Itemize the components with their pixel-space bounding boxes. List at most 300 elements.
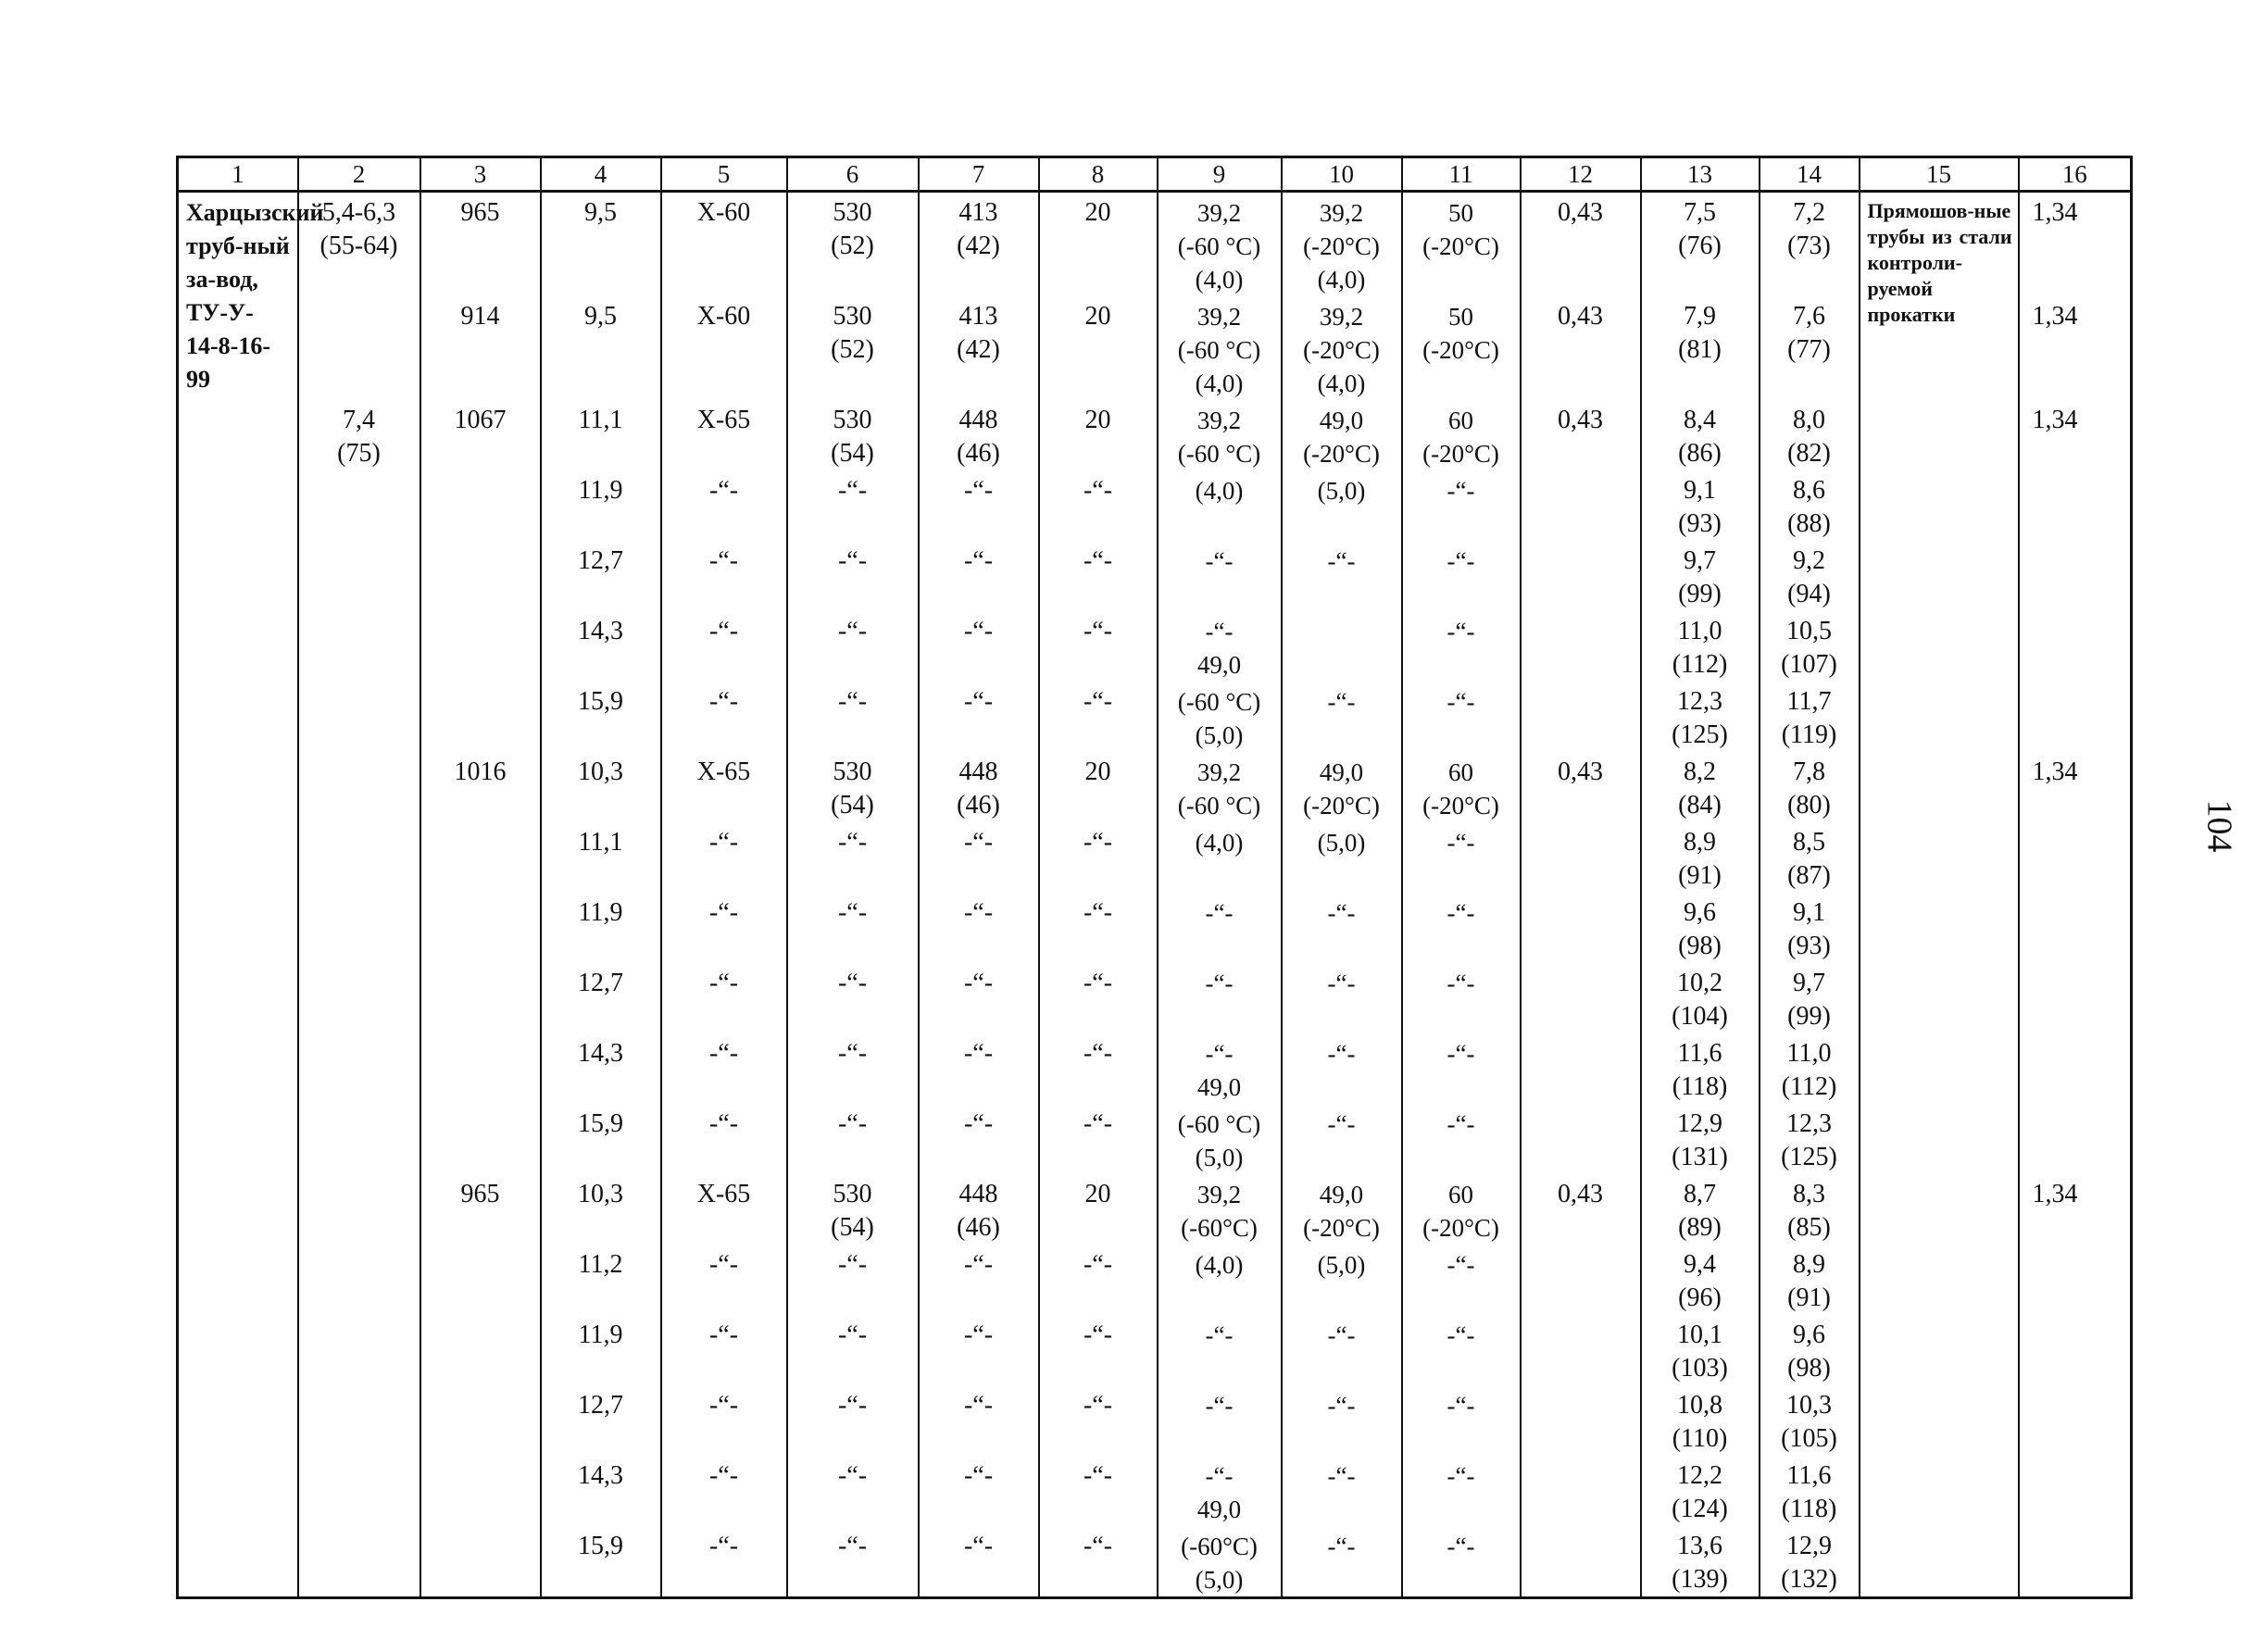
- cell-c9: (-60 °C) (5,0): [1158, 682, 1282, 752]
- cell-c16: 1,34: [2019, 752, 2132, 822]
- cell-c10: -“-: [1282, 893, 1402, 963]
- cell-c12: [1521, 1033, 1641, 1104]
- cell-c7: 448 (46): [919, 400, 1039, 470]
- cell-c3: [420, 1033, 541, 1104]
- cell-c14: 8,3 (85): [1760, 1174, 1860, 1245]
- cell-c2: [298, 1104, 420, 1174]
- cell-c3: 965: [420, 192, 541, 297]
- cell-c13: 11,6 (118): [1641, 1033, 1760, 1104]
- cell-c12: [1521, 470, 1641, 541]
- column-header-14: 14: [1760, 157, 1860, 192]
- cell-c10: -“-: [1282, 1104, 1402, 1174]
- table-row: [178, 682, 2132, 752]
- cell-c14: 9,1 (93): [1760, 893, 1860, 963]
- cell-c5: -“-: [661, 963, 787, 1033]
- cell-c14: 11,0 (112): [1760, 1033, 1860, 1104]
- cell-c4: 10,3: [541, 1174, 661, 1245]
- cell-c14: 11,7 (119): [1760, 682, 1860, 752]
- column-header-11: 11: [1402, 157, 1521, 192]
- cell-c16: 1,34: [2019, 1174, 2132, 1245]
- cell-c12: [1521, 822, 1641, 893]
- cell-c11: -“-: [1402, 1033, 1521, 1104]
- cell-c5: Х-65: [661, 400, 787, 470]
- cell-c16: [2019, 470, 2132, 541]
- header-row: [178, 157, 2132, 192]
- cell-c16: [2019, 541, 2132, 611]
- cell-c11: -“-: [1402, 541, 1521, 611]
- cell-c11: 60 (-20°C): [1402, 752, 1521, 822]
- column-header-10: 10: [1282, 157, 1402, 192]
- cell-c6: -“-: [787, 963, 919, 1033]
- cell-c12: [1521, 1526, 1641, 1598]
- note-cell: Прямошов-ные трубы из стали контроли-руемой прокатки: [1860, 192, 2019, 1598]
- column-header-2: 2: [298, 157, 420, 192]
- cell-c7: 448 (46): [919, 752, 1039, 822]
- cell-c4: 12,7: [541, 1385, 661, 1456]
- table-row: [178, 1033, 2132, 1104]
- cell-c14: 8,6 (88): [1760, 470, 1860, 541]
- cell-c16: [2019, 682, 2132, 752]
- cell-c8: 20: [1039, 192, 1158, 297]
- cell-c10: -“-: [1282, 682, 1402, 752]
- cell-c13: 10,1 (103): [1641, 1315, 1760, 1385]
- cell-c9: (4,0): [1158, 1245, 1282, 1315]
- cell-c5: -“-: [661, 822, 787, 893]
- cell-c8: 20: [1039, 296, 1158, 400]
- cell-c9: (4,0): [1158, 822, 1282, 893]
- cell-c3: [420, 1526, 541, 1598]
- cell-c2: [298, 1315, 420, 1385]
- cell-c3: [420, 893, 541, 963]
- cell-c9: -“-: [1158, 963, 1282, 1033]
- cell-c14: 8,9 (91): [1760, 1245, 1860, 1315]
- cell-c2: [298, 296, 420, 400]
- column-header-13: 13: [1641, 157, 1760, 192]
- cell-c11: -“-: [1402, 822, 1521, 893]
- cell-c5: Х-60: [661, 192, 787, 297]
- cell-c9: -“-: [1158, 541, 1282, 611]
- cell-c6: -“-: [787, 1033, 919, 1104]
- cell-c10: (5,0): [1282, 822, 1402, 893]
- cell-c12: [1521, 893, 1641, 963]
- cell-c8: -“-: [1039, 822, 1158, 893]
- cell-c3: [420, 1245, 541, 1315]
- cell-c2: [298, 1245, 420, 1315]
- cell-c13: 8,2 (84): [1641, 752, 1760, 822]
- cell-c8: -“-: [1039, 893, 1158, 963]
- cell-c4: 11,9: [541, 893, 661, 963]
- cell-c8: -“-: [1039, 611, 1158, 682]
- cell-c9: (-60 °C) (5,0): [1158, 1104, 1282, 1174]
- cell-c16: 1,34: [2019, 400, 2132, 470]
- cell-c6: -“-: [787, 611, 919, 682]
- cell-c7: -“-: [919, 1315, 1039, 1385]
- cell-c13: 7,5 (76): [1641, 192, 1760, 297]
- cell-c12: [1521, 1385, 1641, 1456]
- cell-c2: [298, 1456, 420, 1526]
- cell-c14: 11,6 (118): [1760, 1456, 1860, 1526]
- cell-c10: -“-: [1282, 1526, 1402, 1598]
- cell-c5: Х-65: [661, 1174, 787, 1245]
- cell-c11: -“-: [1402, 1315, 1521, 1385]
- cell-c4: 9,5: [541, 192, 661, 297]
- column-header-4: 4: [541, 157, 661, 192]
- cell-c2: [298, 611, 420, 682]
- cell-c4: 11,9: [541, 470, 661, 541]
- cell-c16: [2019, 893, 2132, 963]
- cell-c2: [298, 893, 420, 963]
- table-body: [178, 192, 2132, 1598]
- cell-c13: 11,0 (112): [1641, 611, 1760, 682]
- cell-c12: 0,43: [1521, 296, 1641, 400]
- table-row: [178, 1245, 2132, 1315]
- cell-c10: -“-: [1282, 541, 1402, 611]
- cell-c5: -“-: [661, 1245, 787, 1315]
- cell-c10: 39,2 (-20°C) (4,0): [1282, 296, 1402, 400]
- column-header-5: 5: [661, 157, 787, 192]
- cell-c10: 49,0 (-20°C): [1282, 752, 1402, 822]
- cell-c8: -“-: [1039, 470, 1158, 541]
- cell-c4: 10,3: [541, 752, 661, 822]
- cell-c7: -“-: [919, 963, 1039, 1033]
- cell-c9: -“-: [1158, 1315, 1282, 1385]
- cell-c5: -“-: [661, 1526, 787, 1598]
- cell-c8: 20: [1039, 752, 1158, 822]
- cell-c4: 15,9: [541, 1104, 661, 1174]
- cell-c16: 1,34: [2019, 296, 2132, 400]
- table-row: [178, 1526, 2132, 1598]
- cell-c14: 8,5 (87): [1760, 822, 1860, 893]
- cell-c16: [2019, 1385, 2132, 1456]
- cell-c12: 0,43: [1521, 192, 1641, 297]
- page-number: 104: [2199, 799, 2239, 853]
- cell-c7: 413 (42): [919, 192, 1039, 297]
- cell-c11: -“-: [1402, 470, 1521, 541]
- cell-c6: 530 (52): [787, 296, 919, 400]
- cell-c4: 15,9: [541, 1526, 661, 1598]
- cell-c14: 9,2 (94): [1760, 541, 1860, 611]
- cell-c8: 20: [1039, 400, 1158, 470]
- cell-c5: Х-60: [661, 296, 787, 400]
- cell-c5: -“-: [661, 1033, 787, 1104]
- pipe-specifications-table: [176, 156, 2133, 1599]
- cell-c11: -“-: [1402, 893, 1521, 963]
- cell-c7: -“-: [919, 822, 1039, 893]
- cell-c12: [1521, 541, 1641, 611]
- cell-c13: 10,2 (104): [1641, 963, 1760, 1033]
- cell-c13: 8,7 (89): [1641, 1174, 1760, 1245]
- cell-c6: -“-: [787, 893, 919, 963]
- cell-c2: [298, 470, 420, 541]
- cell-c2: [298, 752, 420, 822]
- cell-c6: 530 (54): [787, 752, 919, 822]
- cell-c11: -“-: [1402, 1456, 1521, 1526]
- cell-c12: 0,43: [1521, 400, 1641, 470]
- cell-c6: -“-: [787, 541, 919, 611]
- cell-c3: 965: [420, 1174, 541, 1245]
- cell-c3: 1016: [420, 752, 541, 822]
- cell-c11: -“-: [1402, 1526, 1521, 1598]
- cell-c9: 39,2 (-60 °C) (4,0): [1158, 296, 1282, 400]
- table-row: [178, 963, 2132, 1033]
- cell-c7: 448 (46): [919, 1174, 1039, 1245]
- cell-c12: 0,43: [1521, 752, 1641, 822]
- cell-c7: -“-: [919, 1104, 1039, 1174]
- cell-c7: 413 (42): [919, 296, 1039, 400]
- cell-c8: -“-: [1039, 541, 1158, 611]
- table-row: [178, 611, 2132, 682]
- cell-c12: [1521, 1315, 1641, 1385]
- cell-c5: -“-: [661, 470, 787, 541]
- column-header-6: 6: [787, 157, 919, 192]
- cell-c16: [2019, 611, 2132, 682]
- cell-c5: -“-: [661, 1104, 787, 1174]
- cell-c16: 1,34: [2019, 192, 2132, 297]
- cell-c9: (-60°C) (5,0): [1158, 1526, 1282, 1598]
- cell-c8: -“-: [1039, 963, 1158, 1033]
- cell-c14: 7,2 (73): [1760, 192, 1860, 297]
- cell-c5: -“-: [661, 682, 787, 752]
- cell-c3: [420, 611, 541, 682]
- cell-c6: -“-: [787, 1245, 919, 1315]
- column-header-16: 16: [2019, 157, 2132, 192]
- cell-c7: -“-: [919, 1526, 1039, 1598]
- cell-c14: 9,6 (98): [1760, 1315, 1860, 1385]
- cell-c6: -“-: [787, 682, 919, 752]
- cell-c5: -“-: [661, 1315, 787, 1385]
- column-header-9: 9: [1158, 157, 1282, 192]
- cell-c9: -“-: [1158, 1385, 1282, 1456]
- cell-c9: (4,0): [1158, 470, 1282, 541]
- cell-c2: [298, 541, 420, 611]
- column-header-1: 1: [178, 157, 298, 192]
- table-row: [178, 296, 2132, 400]
- cell-c12: [1521, 1456, 1641, 1526]
- cell-c2: [298, 822, 420, 893]
- cell-c9: 39,2 (-60 °C) (4,0): [1158, 192, 1282, 297]
- cell-c8: -“-: [1039, 1033, 1158, 1104]
- cell-c7: -“-: [919, 1033, 1039, 1104]
- cell-c10: 49,0 (-20°C): [1282, 1174, 1402, 1245]
- cell-c9: -“-: [1158, 893, 1282, 963]
- cell-c7: -“-: [919, 682, 1039, 752]
- cell-c13: 7,9 (81): [1641, 296, 1760, 400]
- cell-c14: 10,5 (107): [1760, 611, 1860, 682]
- cell-c9: 39,2 (-60 °C): [1158, 752, 1282, 822]
- cell-c16: [2019, 1526, 2132, 1598]
- cell-c6: 530 (52): [787, 192, 919, 297]
- cell-c2: 5,4-6,3 (55-64): [298, 192, 420, 297]
- cell-c16: [2019, 1245, 2132, 1315]
- cell-c8: -“-: [1039, 1385, 1158, 1456]
- table-row: [178, 822, 2132, 893]
- cell-c14: 10,3 (105): [1760, 1385, 1860, 1456]
- cell-c14: 7,6 (77): [1760, 296, 1860, 400]
- cell-c10: -“-: [1282, 1456, 1402, 1526]
- cell-c10: -“-: [1282, 1315, 1402, 1385]
- cell-c11: 50 (-20°C): [1402, 296, 1521, 400]
- column-header-7: 7: [919, 157, 1039, 192]
- cell-c12: [1521, 682, 1641, 752]
- cell-c7: -“-: [919, 541, 1039, 611]
- table-row: [178, 400, 2132, 470]
- table-row: [178, 1104, 2132, 1174]
- cell-c7: -“-: [919, 611, 1039, 682]
- cell-c10: (5,0): [1282, 470, 1402, 541]
- cell-c13: 10,8 (110): [1641, 1385, 1760, 1456]
- column-header-3: 3: [420, 157, 541, 192]
- cell-c2: [298, 1385, 420, 1456]
- cell-c11: 50 (-20°C): [1402, 192, 1521, 297]
- cell-c4: 14,3: [541, 611, 661, 682]
- cell-c2: [298, 1033, 420, 1104]
- table-row: [178, 470, 2132, 541]
- table-row: [178, 1315, 2132, 1385]
- cell-c6: -“-: [787, 1385, 919, 1456]
- table-row: [178, 192, 2132, 297]
- cell-c12: [1521, 963, 1641, 1033]
- cell-c10: (5,0): [1282, 1245, 1402, 1315]
- cell-c11: 60 (-20°C): [1402, 400, 1521, 470]
- cell-c9: -“- 49,0: [1158, 1456, 1282, 1526]
- cell-c6: -“-: [787, 1315, 919, 1385]
- cell-c13: 8,9 (91): [1641, 822, 1760, 893]
- cell-c3: [420, 963, 541, 1033]
- cell-c12: [1521, 1104, 1641, 1174]
- cell-c7: -“-: [919, 1385, 1039, 1456]
- cell-c9: -“- 49,0: [1158, 1033, 1282, 1104]
- cell-c5: -“-: [661, 1385, 787, 1456]
- cell-c10: -“-: [1282, 963, 1402, 1033]
- cell-c3: [420, 1385, 541, 1456]
- cell-c13: 12,9 (131): [1641, 1104, 1760, 1174]
- cell-c13: 9,1 (93): [1641, 470, 1760, 541]
- cell-c6: 530 (54): [787, 1174, 919, 1245]
- cell-c7: -“-: [919, 1245, 1039, 1315]
- cell-c4: 11,2: [541, 1245, 661, 1315]
- cell-c14: 7,8 (80): [1760, 752, 1860, 822]
- cell-c4: 12,7: [541, 541, 661, 611]
- cell-c9: 39,2 (-60°C): [1158, 1174, 1282, 1245]
- cell-c5: -“-: [661, 893, 787, 963]
- cell-c14: 12,3 (125): [1760, 1104, 1860, 1174]
- cell-c9: -“- 49,0: [1158, 611, 1282, 682]
- cell-c3: [420, 682, 541, 752]
- cell-c16: [2019, 1315, 2132, 1385]
- cell-c12: [1521, 1245, 1641, 1315]
- cell-c2: [298, 682, 420, 752]
- cell-c8: -“-: [1039, 1245, 1158, 1315]
- cell-c7: -“-: [919, 893, 1039, 963]
- cell-c12: [1521, 611, 1641, 682]
- cell-c6: -“-: [787, 1456, 919, 1526]
- cell-c11: -“-: [1402, 963, 1521, 1033]
- cell-c4: 11,1: [541, 822, 661, 893]
- cell-c11: -“-: [1402, 611, 1521, 682]
- cell-c13: 9,6 (98): [1641, 893, 1760, 963]
- cell-c5: -“-: [661, 1456, 787, 1526]
- manufacturer-cell: Харцызский труб-ный за-вод, ТУ-У- 14-8-16-99: [178, 192, 298, 1598]
- cell-c16: [2019, 1033, 2132, 1104]
- table-row: [178, 752, 2132, 822]
- cell-c8: -“-: [1039, 1526, 1158, 1598]
- cell-c11: -“-: [1402, 1385, 1521, 1456]
- cell-c5: -“-: [661, 541, 787, 611]
- table-row: [178, 541, 2132, 611]
- cell-c6: 530 (54): [787, 400, 919, 470]
- cell-c7: -“-: [919, 470, 1039, 541]
- cell-c4: 12,7: [541, 963, 661, 1033]
- cell-c3: [420, 470, 541, 541]
- cell-c10: -“-: [1282, 1385, 1402, 1456]
- table-row: [178, 1456, 2132, 1526]
- cell-c3: [420, 541, 541, 611]
- cell-c10: -“-: [1282, 1033, 1402, 1104]
- cell-c4: 11,1: [541, 400, 661, 470]
- cell-c9: 39,2 (-60 °C): [1158, 400, 1282, 470]
- cell-c4: 14,3: [541, 1456, 661, 1526]
- cell-c4: 9,5: [541, 296, 661, 400]
- cell-c3: 1067: [420, 400, 541, 470]
- cell-c3: [420, 1315, 541, 1385]
- cell-c13: 9,4 (96): [1641, 1245, 1760, 1315]
- cell-c4: 14,3: [541, 1033, 661, 1104]
- column-header-8: 8: [1039, 157, 1158, 192]
- cell-c3: [420, 822, 541, 893]
- cell-c4: 15,9: [541, 682, 661, 752]
- cell-c12: 0,43: [1521, 1174, 1641, 1245]
- cell-c11: -“-: [1402, 1245, 1521, 1315]
- cell-c13: 12,3 (125): [1641, 682, 1760, 752]
- cell-c2: [298, 1526, 420, 1598]
- cell-c16: [2019, 1104, 2132, 1174]
- cell-c3: [420, 1104, 541, 1174]
- cell-c14: 9,7 (99): [1760, 963, 1860, 1033]
- cell-c13: 13,6 (139): [1641, 1526, 1760, 1598]
- cell-c8: -“-: [1039, 1315, 1158, 1385]
- cell-c8: 20: [1039, 1174, 1158, 1245]
- column-header-15: 15: [1860, 157, 2019, 192]
- table-row: [178, 1385, 2132, 1456]
- cell-c13: 9,7 (99): [1641, 541, 1760, 611]
- cell-c4: 11,9: [541, 1315, 661, 1385]
- cell-c5: -“-: [661, 611, 787, 682]
- cell-c14: 12,9 (132): [1760, 1526, 1860, 1598]
- cell-c2: [298, 1174, 420, 1245]
- cell-c11: -“-: [1402, 682, 1521, 752]
- cell-c6: -“-: [787, 1104, 919, 1174]
- cell-c16: [2019, 1456, 2132, 1526]
- cell-c10: [1282, 611, 1402, 682]
- table-row: [178, 893, 2132, 963]
- cell-c13: 8,4 (86): [1641, 400, 1760, 470]
- cell-c16: [2019, 963, 2132, 1033]
- cell-c6: -“-: [787, 822, 919, 893]
- cell-c2: 7,4 (75): [298, 400, 420, 470]
- column-header-12: 12: [1521, 157, 1641, 192]
- cell-c8: -“-: [1039, 1104, 1158, 1174]
- cell-c6: -“-: [787, 470, 919, 541]
- cell-c11: -“-: [1402, 1104, 1521, 1174]
- cell-c10: 49,0 (-20°C): [1282, 400, 1402, 470]
- cell-c5: Х-65: [661, 752, 787, 822]
- cell-c7: -“-: [919, 1456, 1039, 1526]
- cell-c2: [298, 963, 420, 1033]
- cell-c10: 39,2 (-20°C) (4,0): [1282, 192, 1402, 297]
- table-row: [178, 1174, 2132, 1245]
- cell-c3: [420, 1456, 541, 1526]
- cell-c13: 12,2 (124): [1641, 1456, 1760, 1526]
